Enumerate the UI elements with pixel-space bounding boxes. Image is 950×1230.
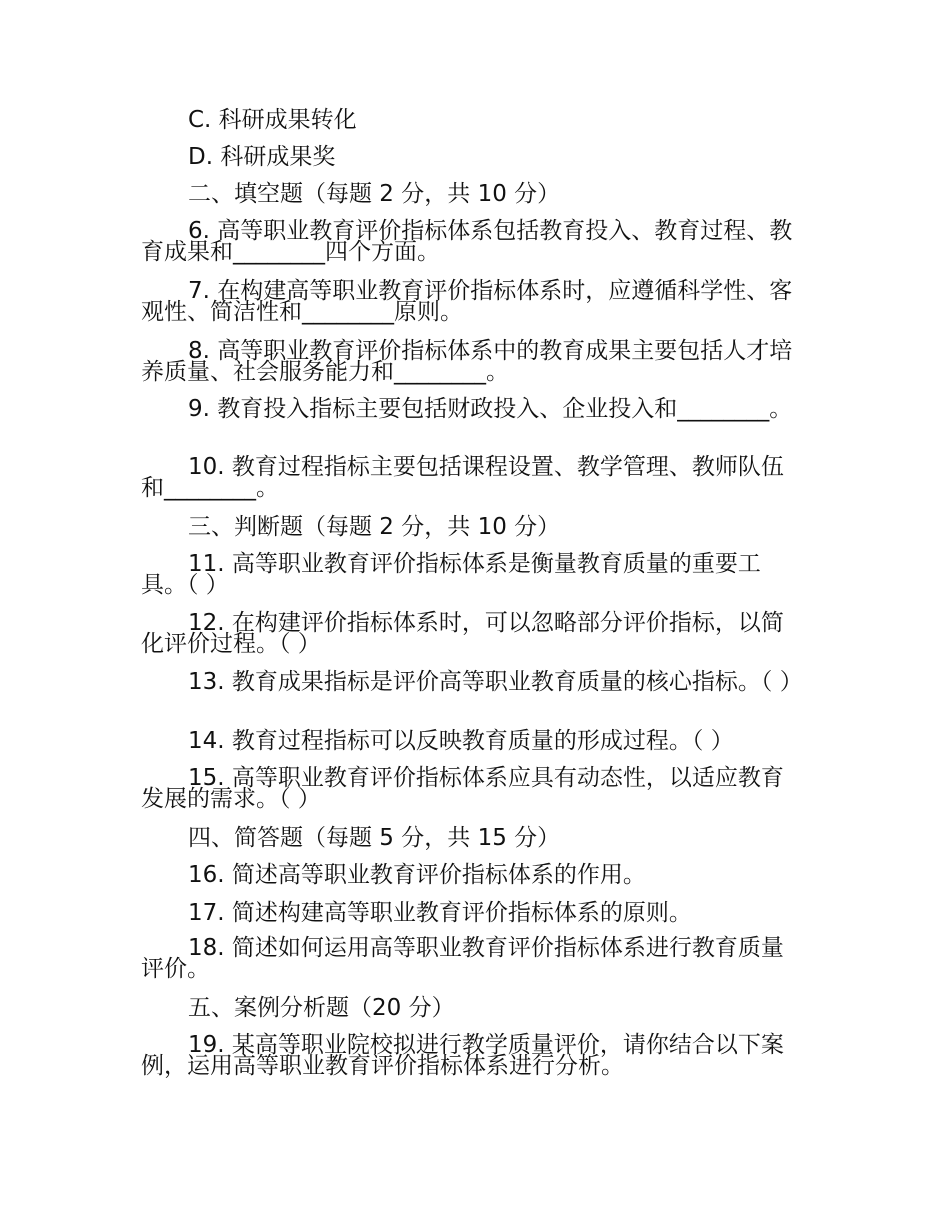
section-fill-in-heading: 二、填空题（每题 2 分，共 10 分） [188, 181, 561, 207]
question-11: 11. 高等职业教育评价指标体系是衡量教育质量的重要工具。（ ） [141, 551, 761, 598]
question-7: 7. 在构建高等职业教育评价指标体系时，应遵循科学性、客观性、简洁性和________原则。 [141, 278, 793, 325]
question-17: 17. 简述构建高等职业教育评价指标体系的原则。 [188, 900, 692, 926]
section-short-answer-heading: 四、简答题（每题 5 分，共 15 分） [188, 825, 561, 851]
question-19: 19. 某高等职业院校拟进行教学质量评价，请你结合以下案例，运用高等职业教育评价指标体系进行分析。 [141, 1032, 784, 1079]
question-15: 15. 高等职业教育评价指标体系应具有动态性，以适应教育发展的需求。（ ） [141, 765, 784, 812]
question-14: 14. 教育过程指标可以反映教育质量的形成过程。（ ） [188, 728, 734, 754]
question-13: 13. 教育成果指标是评价高等职业教育质量的核心指标。（ ） [188, 669, 803, 695]
section-judge-heading: 三、判断题（每题 2 分，共 10 分） [188, 514, 561, 540]
option-c: C. 科研成果转化 [188, 107, 357, 133]
question-6: 6. 高等职业教育评价指标体系包括教育投入、教育过程、教育成果和________四个方面。 [141, 218, 793, 265]
question-12: 12. 在构建评价指标体系时，可以忽略部分评价指标，以简化评价过程。（ ） [141, 610, 784, 657]
option-d: D. 科研成果奖 [188, 144, 336, 170]
section-case-heading: 五、案例分析题（20 分） [188, 995, 455, 1021]
question-16: 16. 简述高等职业教育评价指标体系的作用。 [188, 862, 646, 888]
question-8: 8. 高等职业教育评价指标体系中的教育成果主要包括人才培养质量、社会服务能力和________。 [141, 338, 793, 385]
question-18: 18. 简述如何运用高等职业教育评价指标体系进行教育质量评价。 [141, 935, 784, 982]
question-10: 10. 教育过程指标主要包括课程设置、教学管理、教师队伍和________。 [141, 454, 784, 501]
question-9: 9. 教育投入指标主要包括财政投入、企业投入和________。 [188, 396, 793, 422]
